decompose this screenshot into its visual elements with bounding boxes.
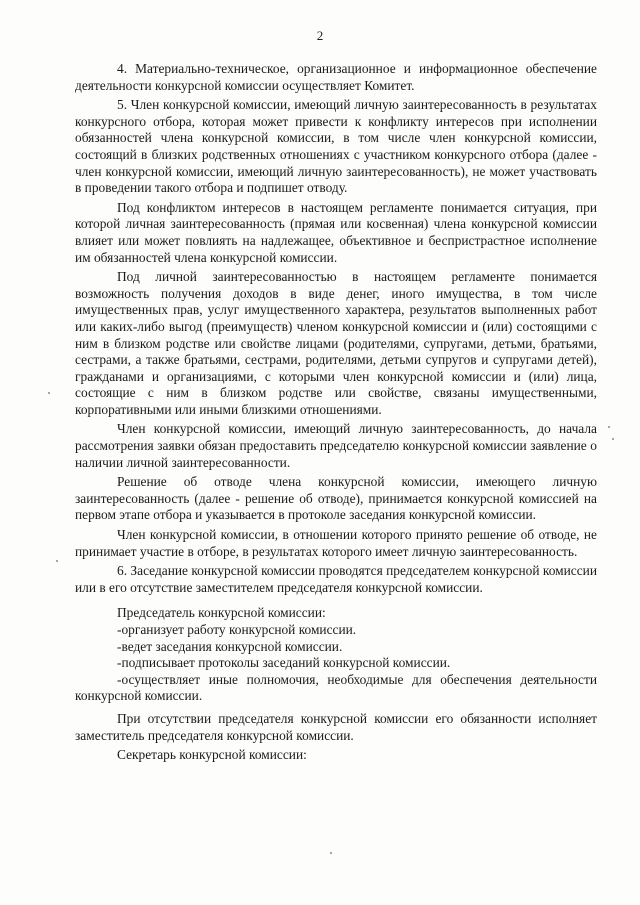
document-body	[75, 61, 597, 764]
chair-duty-sign: -подписывает протоколы заседаний конкурсной комиссии.	[117, 655, 451, 671]
paragraph-deputy: При отсутствии председателя конкурсной комиссии его обязанности исполняет заместитель председателя конкурсной комиссии.	[75, 710, 597, 743]
paragraph-conflict-definition: Под конфликтом интересов в настоящем регламенте понимается ситуация, при которой личная заинтересованность (прямая или косвенная) члена конкурсной комиссии влияет или может повлиять на надлежащее, объективное и беспристрастное исполнение им обязанностей члена конкурсной комиссии.	[75, 199, 597, 265]
page-number: 2	[316, 28, 324, 43]
paragraph-6-meetings: 6. Заседание конкурсной комиссии проводятся председателем конкурсной комиссии или в его отсутствие заместителем председателя конкурсной комиссии.	[75, 563, 597, 595]
secretary-heading: Секретарь конкурсной комиссии:	[117, 747, 307, 763]
scan-speck	[330, 852, 332, 854]
scan-speck	[56, 560, 58, 562]
paragraph-4-support: 4. Материально-техническое, организационное и информационное обеспечение деятельности конкурсной комиссии осуществляет Комитет.	[75, 61, 597, 93]
chair-duty-organize: -организует работу конкурсной комиссии.	[117, 622, 357, 637]
chair-duty-other: -осуществляет иные полномочия, необходимые для обеспечения деятельности конкурсной комиссии.	[75, 671, 597, 704]
paragraph-interest-definition: Под личной заинтересованностью в настоящем регламенте понимается возможность получения доходов в виде денег, иного имущества, в том числе имущественных прав, услуг имущественного характера, результатов выполненных работ или каких-либо выгод (преимуществ) членом конкурсной комиссии и (или) состоящими с ним в близком родстве или свойстве лицами (родителями, супругами, детьми, братьями, сестрами, а также братьями, сестрами, родителями, детьми супругов и супругами детей), гражданами и организациями, с которыми член конкурсной комиссии и (или) лица, состоящие с ним в близком родстве или свойстве, связаны имущественными, корпоративными или иными близкими отношениями.	[75, 269, 597, 417]
paragraph-5-conflict-member: 5. Член конкурсной комиссии, имеющий личную заинтересованность в результатах конкурсного отбора, которая может привести к конфликту интересов при исполнении обязанностей члена конкурсной комиссии, в том числе член конкурсной комиссии, состоящий в близких родственных отношениях с участником конкурсного отбора (далее - член конкурсной комиссии, имеющий личную заинтересованность), не может участвовать в проведении такого отбора и подпишет отводу.	[75, 97, 597, 196]
scan-speck	[612, 438, 614, 440]
paragraph-recused-member: Член конкурсной комиссии, в отношении которого принято решение об отводе, не принимает участие в отборе, в результатах которого имеет личную заинтересованность.	[75, 527, 597, 559]
scan-speck	[48, 392, 50, 394]
chair-duty-conduct: -ведет заседания конкурсной комиссии.	[117, 638, 343, 654]
scan-speck	[608, 426, 610, 428]
chair-heading: Председатель конкурсной комиссии:	[117, 605, 326, 621]
paragraph-declaration-duty: Член конкурсной комиссии, имеющий личную заинтересованность, до начала рассмотрения заявки обязан предоставить председателю конкурсной комиссии заявление о наличии личной заинтересованности.	[75, 421, 597, 470]
paragraph-recusal-decision: Решение об отводе члена конкурсной комиссии, имеющего личную заинтересованность (далее - решение об отводе), принимается конкурсной комиссией на первом этапе отбора и указывается в протоколе заседания конкурсной комиссии.	[75, 474, 597, 523]
